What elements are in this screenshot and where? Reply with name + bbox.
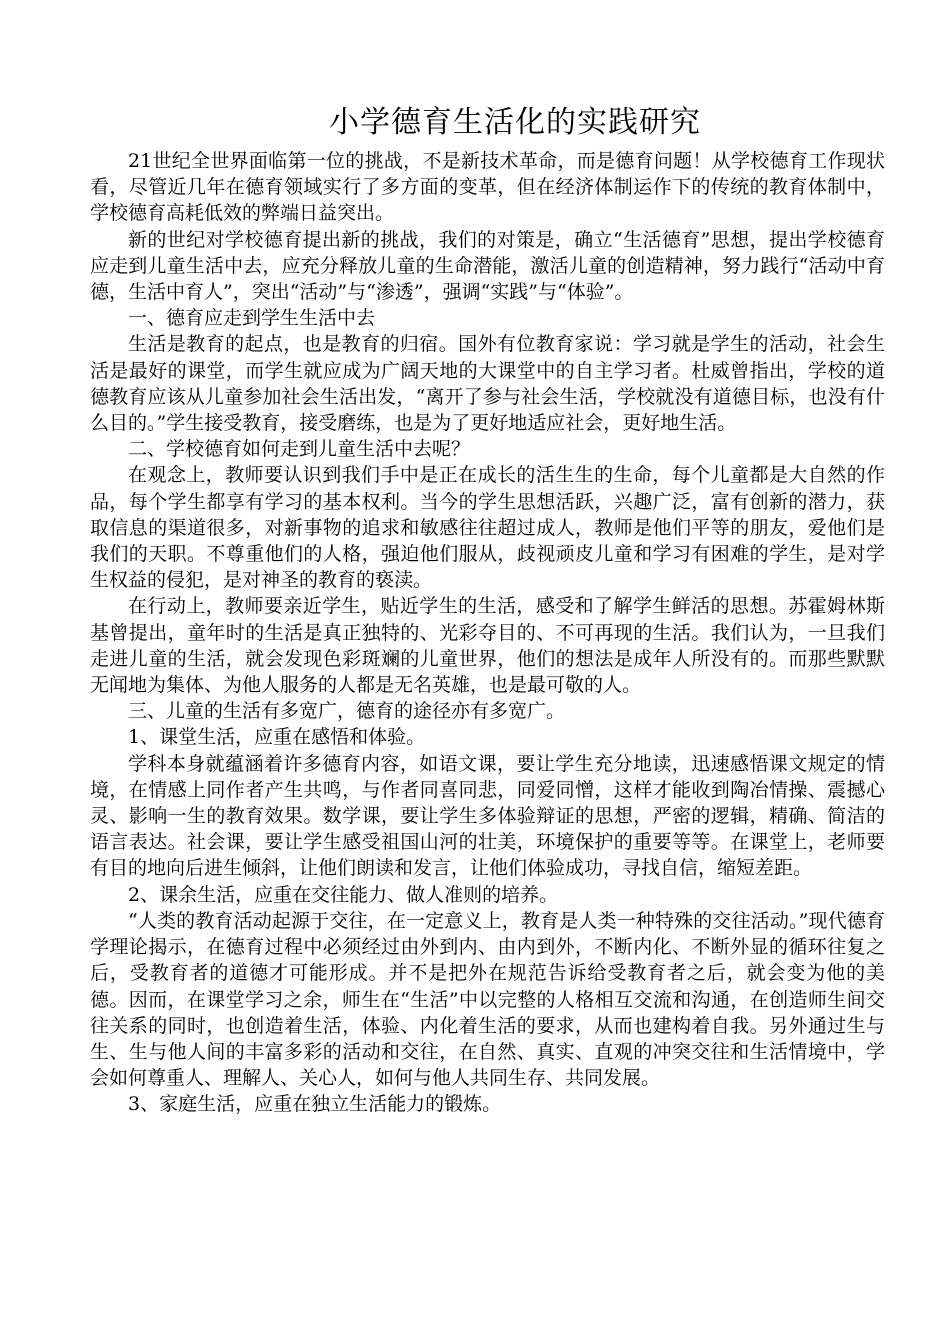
section-heading-3: 三、儿童的生活有多宽广，德育的途径亦有多宽广。 [128, 700, 566, 723]
subheading-classroom-life: 1、课堂生活，应重在感悟和体验。 [128, 726, 426, 749]
paragraph-classroom-life: 学科本身就蕴涵着许多德育内容，如语文课，要让学生充分地读，迅速感悟课文规定的情境，在情感上同作者产生共鸣，与作者同喜同悲，同爱同憎，这样才能收到陶冶情操、震撼心灵、影响一生的教育效果。数学课，要让学生多体验辩证的思想，严密的逻辑，精确、简洁的语言表达。社会课，要让学生感受祖国山河的壮美，环境保护的重要等等。在课堂上，老师要有目的地向后进生倾斜，让他们朗读和发言，让他们体验成功，寻找自信，缩短差距。 [90, 752, 885, 880]
paragraph-extracurricular-life: “人类的教育活动起源于交往，在一定意义上，教育是人类一种特殊的交往活动。”现代德育学理论揭示，在德育过程中必须经过由外到内、由内到外，不断内化、不断外显的循环往复之后，受教育者的道德才可能形成。并不是把外在规范告诉给受教育者之后，就会变为他的美德。因而，在课堂学习之余，师生在“生活”中以完整的人格相互交流和沟通，在创造师生间交往关系的同时，也创造着生活，体验、内化着生活的要求，从而也建构着自我。另外通过生与生、生与他人间的丰富多彩的活动和交往，在自然、真实、直观的冲突交往和生活情境中，学会如何尊重人、理解人、关心人，如何与他人共同生存、共同发展。 [90, 909, 885, 1090]
section-heading-2: 二、学校德育如何走到儿童生活中去呢？ [128, 438, 471, 461]
paragraph-concept: 在观念上，教师要认识到我们手中是正在成长的活生生的生命，每个儿童都是大自然的作品，每个学生都享有学习的基本权利。当今的学生思想活跃，兴趣广泛，富有创新的潜力，获取信息的渠道很多，对新事物的追求和敏感往往超过成人，教师是他们平等的朋友，爱他们是我们的天职。不尊重他们的人格，强迫他们服从，歧视顽皮儿童和学习有困难的学生，是对学生权益的侵犯，是对神圣的教育的亵渎。 [90, 464, 885, 592]
subheading-extracurricular-life: 2、课余生活，应重在交往能力、做人准则的培养。 [128, 883, 559, 906]
paragraph-action: 在行动上，教师要亲近学生，贴近学生的生活，感受和了解学生鲜活的思想。苏霍姆林斯基曾提出，童年时的生活是真正独特的、光彩夺目的、不可再现的生活。我们认为，一旦我们走进儿童的生活，就会发现色彩斑斓的儿童世界，他们的想法是成年人所没有的。而那些默默无闻地为集体、为他人服务的人都是无名英雄，也是最可敬的人。 [90, 595, 885, 697]
document-title: 小学德育生活化的实践研究 [329, 105, 701, 140]
document-body [90, 148, 885, 1118]
paragraph-section-1: 生活是教育的起点，也是教育的归宿。国外有位教育家说：学习就是学生的活动，社会生活是最好的课堂，而学生就应成为广阔天地的大课堂中的自主学习者。杜威曾指出，学校的道德教育应该从儿童参加社会生活出发，“离开了参与社会生活，学校就没有道德目标，也没有什么目的。”学生接受教育，接受磨练，也是为了更好地适应社会，更好地生活。 [90, 333, 885, 435]
paragraph-intro-2: 新的世纪对学校德育提出新的挑战，我们的对策是，确立“生活德育”思想，提出学校德育应走到儿童生活中去，应充分释放儿童的生命潜能，激活儿童的创造精神，努力践行“活动中育德，生活中育人”，突出“活动”与“渗透”，强调“实践”与“体验”。 [90, 228, 885, 304]
paragraph-intro-1: 21世纪全世界面临第一位的挑战，不是新技术革命，而是德育问题！从学校德育工作现状看，尽管近几年在德育领域实行了多方面的变革，但在经济体制运作下的传统的教育体制中，学校德育高耗低效的弊端日益突出。 [90, 150, 885, 225]
section-heading-1: 一、德育应走到学生生活中去 [128, 307, 376, 330]
subheading-family-life: 3、家庭生活，应重在独立生活能力的锻炼。 [128, 1093, 502, 1116]
